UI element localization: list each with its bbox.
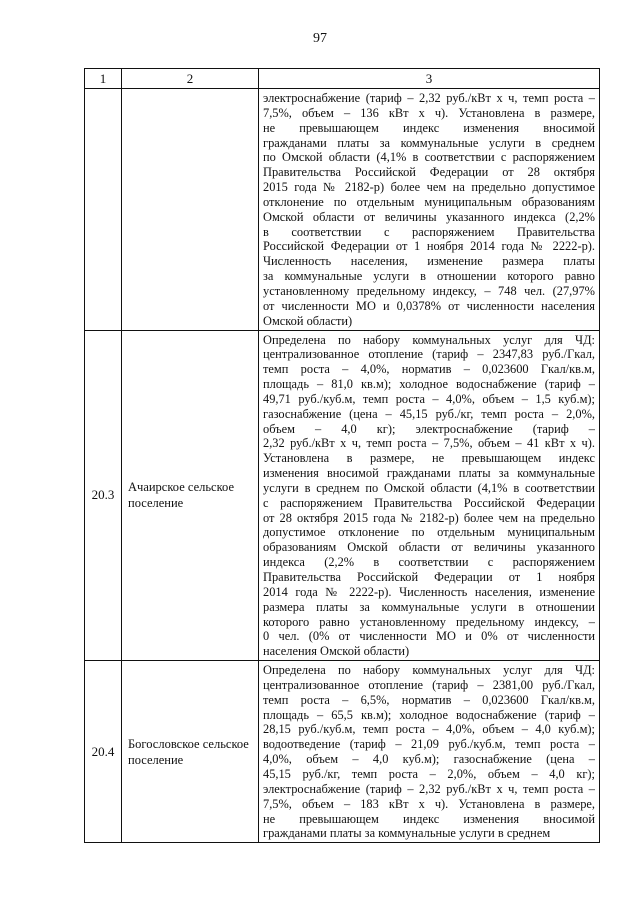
description-line: газоснабжение (цена – 45,15 руб./кг, темп роста – 2,0%,: [263, 406, 595, 421]
table-row: [85, 89, 600, 331]
description-line: от численности МО и 0,0378% от численности населения: [263, 298, 595, 313]
settlement-name-cell: Ачаирское сельское поселение: [122, 330, 259, 661]
row-number-cell: [85, 89, 122, 331]
description-line: 2,32 руб./кВт х ч, темп роста – 7,5%, объем – 41 кВт х ч).: [263, 436, 595, 451]
description-line: Омской области от величины указанного индекса (2,2%: [263, 209, 595, 224]
description-line: за коммунальные услуги в отношении которого равно: [263, 269, 595, 284]
data-table: [84, 68, 600, 843]
row-number-cell: 20.3: [85, 330, 122, 661]
description-line: населения Омской области): [263, 644, 410, 659]
description-line: по Омской области (4,1% в соответствии с распоряжением: [263, 150, 595, 165]
description-line: 45,15 руб./кг, темп роста – 2,0%, объем – 4,0 кг);: [263, 766, 595, 781]
description-line: размера платы за коммунальные услуги в отношении: [263, 599, 595, 614]
description-line: площадь – 65,5 кв.м); холодное водоснабжение (тариф –: [263, 707, 595, 722]
description-line: не превышающем индекс изменения вносимой: [263, 120, 595, 135]
description-line: электроснабжение (тариф – 2,32 руб./кВт х ч, темп роста –: [263, 781, 595, 796]
description-line: 7,5%, объем – 183 кВт х ч). Установлена в размере,: [263, 796, 595, 811]
row-number-cell: 20.4: [85, 661, 122, 843]
description-line: в соответствии с распоряжением Правительства: [263, 224, 595, 239]
description-cell: [259, 330, 600, 661]
column-header: 1: [85, 69, 122, 89]
description-line: гражданами платы за коммунальные услуги в среднем: [263, 135, 595, 150]
description-line: электроснабжение (тариф – 2,32 руб./кВт х ч, темп роста –: [263, 91, 595, 105]
description-line: 49,71 руб./куб.м, темп роста – 4,0%, объем – 1,5 куб.м);: [263, 391, 595, 406]
description-line: Определена по набору коммунальных услуг для ЧД:: [263, 663, 595, 678]
description-line: объем – 4,0 кг); электроснабжение (тариф –: [263, 421, 595, 436]
column-header: 2: [122, 69, 259, 89]
description-line: 2015 года № 2182-р) более чем на предельно допустимое: [263, 180, 595, 195]
description-line: темп роста – 6,5%, норматив – 0,023600 Гкал/кв.м,: [263, 692, 595, 707]
description-line: не превышающем индекс изменения вносимой: [263, 811, 595, 826]
description-line: централизованное отопление (тариф – 2381,00 руб./Гкал,: [263, 677, 595, 692]
description-line: 2014 года № 2222-р). Численность населения, изменение: [263, 584, 595, 599]
description-line: площадь – 81,0 кв.м); холодное водоснабжение (тариф –: [263, 377, 595, 392]
description-cell: [259, 89, 600, 331]
description-line: водоотведение (тариф – 21,09 руб./куб.м, темп роста –: [263, 737, 595, 752]
description-line: услуги в среднем по Омской области (4,1% в соответствии: [263, 480, 595, 495]
description-line: Российской Федерации от 1 ноября 2014 года № 2222-р).: [263, 239, 595, 254]
description-line: 0 чел. (0% от численности МО и 0% от численности: [263, 629, 595, 644]
description-line: индекса (2,2% в соответствии с распоряжением: [263, 555, 595, 570]
page-number: 97: [313, 31, 327, 46]
table-header-row: [85, 69, 600, 89]
column-header: 3: [259, 69, 600, 89]
description-line: централизованное отопление (тариф – 2347,83 руб./Гкал,: [263, 347, 595, 362]
table-row: [85, 661, 600, 843]
description-line: Численность населения, изменение размера платы: [263, 254, 595, 269]
description-line: 28,15 руб./куб.м, темп роста – 4,0%, объем – 4,0 куб.м);: [263, 722, 595, 737]
description-line: 4,0%, объем – 4,0 куб.м); газоснабжение (цена –: [263, 752, 595, 767]
settlement-name-cell: Богословское сельское поселение: [122, 661, 259, 843]
description-line: Правительства Российской Федерации от 1 ноября: [263, 570, 595, 584]
description-line: от 28 октября 2015 года № 2182-р) более чем на предельно: [263, 510, 595, 525]
settlement-name-cell: [122, 89, 259, 331]
description-line: образованиям Омской области от величины указанного: [263, 540, 595, 555]
table-row: [85, 330, 600, 661]
description-line: темп роста – 4,0%, норматив – 0,023600 Гкал/кв.м,: [263, 362, 595, 377]
description-line: с распоряжением Правительства Российской Федерации: [263, 495, 595, 510]
description-cell: [259, 661, 600, 843]
description-line: 7,5%, объем – 136 кВт х ч). Установлена в размере,: [263, 105, 595, 120]
description-line: допустимое отклонение по отдельным муниципальным: [263, 525, 595, 540]
description-line: Омской области): [263, 313, 353, 328]
description-line: установленному предельному индексу, – 748 чел. (27,97%: [263, 283, 595, 298]
description-line: Правительства Российской Федерации от 28 октября: [263, 165, 595, 180]
description-line: которого равно установленному предельному индексу, –: [263, 614, 595, 629]
description-line: гражданами платы за коммунальные услуги в среднем: [263, 826, 551, 841]
description-line: изменения вносимой гражданами платы за коммунальные: [263, 466, 595, 481]
description-line: Установлена в размере, не превышающем индекс: [263, 451, 595, 466]
description-line: Определена по набору коммунальных услуг для ЧД:: [263, 332, 595, 347]
description-line: отклонение по отдельным муниципальным образованиям: [263, 194, 595, 209]
